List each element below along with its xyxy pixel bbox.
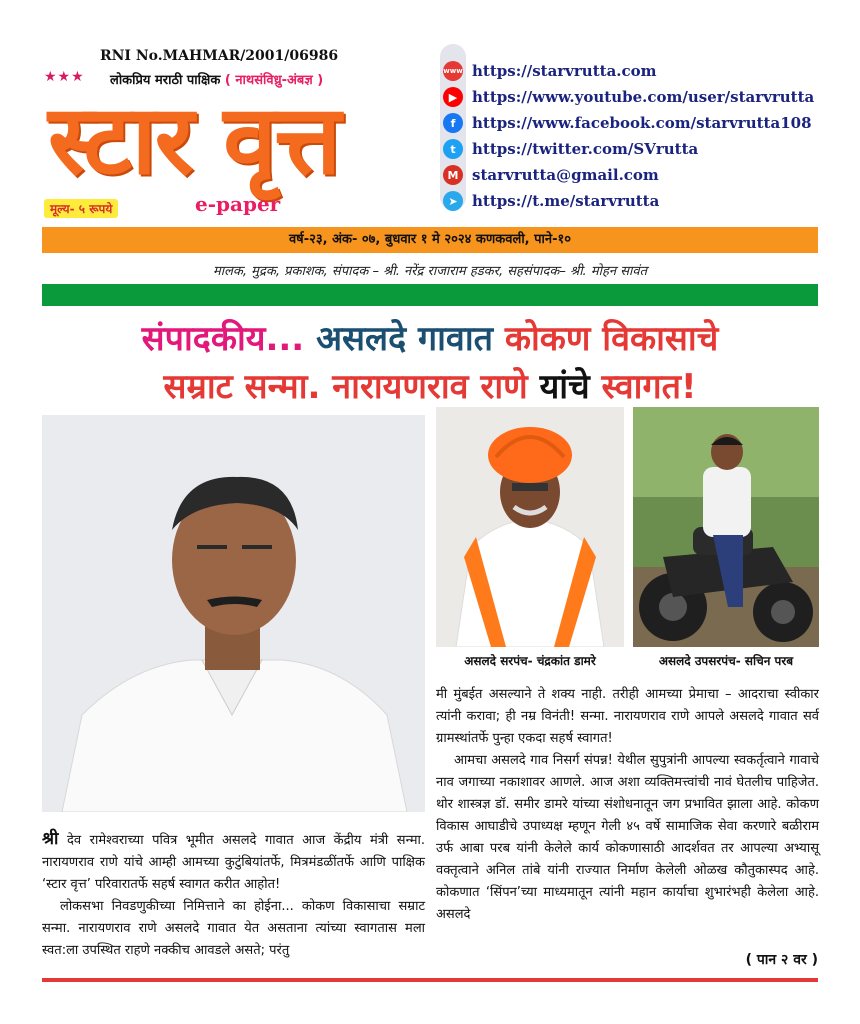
headline-village: असलदे गावात: [316, 319, 494, 359]
article-right-column: [436, 684, 819, 926]
bottom-red-rule: [42, 978, 818, 982]
link-text[interactable]: https://www.facebook.com/starvrutta108: [472, 114, 812, 132]
www-icon: www: [443, 61, 463, 81]
headline-line-1: [42, 314, 818, 360]
headline-name: सम्राट सन्मा. नारायणराव राणे: [163, 367, 528, 407]
headline-yanche: यांचे: [539, 367, 590, 407]
headline-welcome: स्वागत!: [601, 367, 697, 407]
telegram-icon: ➤: [443, 191, 463, 211]
article-para-3: मी मुंबईत असल्याने ते शक्य नाही. तरीही आमच्या प्रेमाचा – आदराचा स्वीकार त्यांनी करावा; ही नम्र विनंती! सन्मा. नारायणराव राणे आपले असलदे गावात सर्व ग्रामस्थांतर्फे पुन्हा एकदा सहर्ष स्वागत!: [436, 687, 819, 746]
photo-narayan-rane: [42, 415, 425, 812]
headline-line-2: [42, 362, 818, 408]
issue-line: वर्ष-२३, अंक- ०७, बुधवार १ मे २०२४ कणकवली, पाने-१०: [288, 232, 572, 247]
link-text[interactable]: https://starvrutta.com: [472, 62, 657, 80]
article-para-1: [42, 828, 425, 896]
link-item[interactable]: [443, 188, 814, 214]
continued-on-page-2: ( पान २ वर ): [745, 952, 818, 968]
credits-line: मालक, मुद्रक, प्रकाशक, संपादक – श्री. नरेंद्र राजाराम हडकर, सहसंपादक– श्री. मोहन सावंत: [212, 264, 648, 279]
article-para-4: आमचा असलदे गाव निसर्ग संपन्न! येथील सुपुत्रांनी आपल्या स्वकर्तृत्वाने गावाचे नाव जगाच्या नकाशावर आणले. आज अशा व्यक्तिमत्त्वांची नावं घेतलीच पाहिजेत. थोर शास्त्रज्ञ डॉ. समीर डामरे यांच्या संशोधनातून जग प्रभावित झाला आहे. कोकण विकास आघाडीचे उपाध्यक्ष म्हणून गेली ४५ वर्षे सामाजिक सेवा करणारे बळीराम उर्फ आबा परब यांनी केलेले कार्य कोकणासाठी आदर्शवत तर आपल्या अभ्यासू वक्तृत्वाने अनिल तांबे यांनी राज्यात निर्माण केलेली ओळख कौतुकास्पद आहे. कोकणात ‘सिंपन’च्या माध्यमातून त्यांनी महान कार्याचा शुभारंभही केलेला आहे. असलदे: [436, 753, 819, 922]
caption-sarpanch: असलदे सरपंच- चंद्रकांत डामरे: [464, 654, 596, 668]
article-para-2: लोकसभा निवडणुकीच्या निमित्ताने का होईना... कोकण विकासाचा सम्राट सन्मा. नारायणराव राणे असलदे गावात येत असताना त्यांच्या स्वागतास मला स्वत:ला उपस्थित राहणे नक्कीच आवडले असते; परंतु: [42, 899, 425, 958]
green-divider: [42, 284, 818, 306]
gmail-icon: M: [443, 165, 463, 185]
link-list: [443, 58, 814, 214]
photo-sarpanch: [436, 407, 624, 647]
link-text[interactable]: https://www.youtube.com/user/starvrutta: [472, 88, 815, 106]
headline-konkan: कोकण विकासाचे: [504, 319, 719, 359]
stars-decoration: ★★★: [44, 69, 85, 85]
link-text[interactable]: starvrutta@gmail.com: [472, 166, 659, 184]
article-dropcap: श्री: [42, 829, 59, 849]
youtube-icon: ▶: [443, 87, 463, 107]
price-badge: मूल्य- ५ रूपये: [44, 199, 118, 218]
link-item[interactable]: [443, 162, 814, 188]
epaper-label: e-paper: [195, 192, 281, 216]
link-item[interactable]: [443, 136, 814, 162]
masthead-logo: स्टार वृत्त: [48, 84, 339, 196]
rni-number: RNI No.MAHMAR/2001/06986: [100, 48, 339, 64]
twitter-icon: t: [443, 139, 463, 159]
link-item[interactable]: [443, 58, 814, 84]
link-text[interactable]: https://t.me/starvrutta: [472, 192, 660, 210]
link-item[interactable]: [443, 84, 814, 110]
tagline-tag: ( नाथसंविध्रु-अंबज्ञ ): [224, 73, 324, 88]
headline-editorial: संपादकीय...: [141, 319, 305, 359]
link-item[interactable]: [443, 110, 814, 136]
facebook-icon: f: [443, 113, 463, 133]
article-para-1-text: देव रामेश्वराच्या पवित्र भूमीत असलदे गावात आज केंद्रीय मंत्री सन्मा. नारायणराव राणे यांचे आम्ही आमच्या कुटुंबियांतर्फे, मित्रमंडळींतर्फे आणि पाक्षिक ‘स्टार वृत्त’ परिवारातर्फे सहर्ष स्वागत करीत आहोत!: [42, 833, 425, 892]
article-left-column: [42, 828, 425, 962]
caption-upsarpanch: असलदे उपसरपंच- सचिन परब: [658, 654, 794, 668]
tagline-text: लोकप्रिय मराठी पाक्षिक: [110, 73, 221, 88]
link-text[interactable]: https://twitter.com/SVrutta: [472, 140, 699, 158]
photo-upsarpanch: [633, 407, 819, 647]
